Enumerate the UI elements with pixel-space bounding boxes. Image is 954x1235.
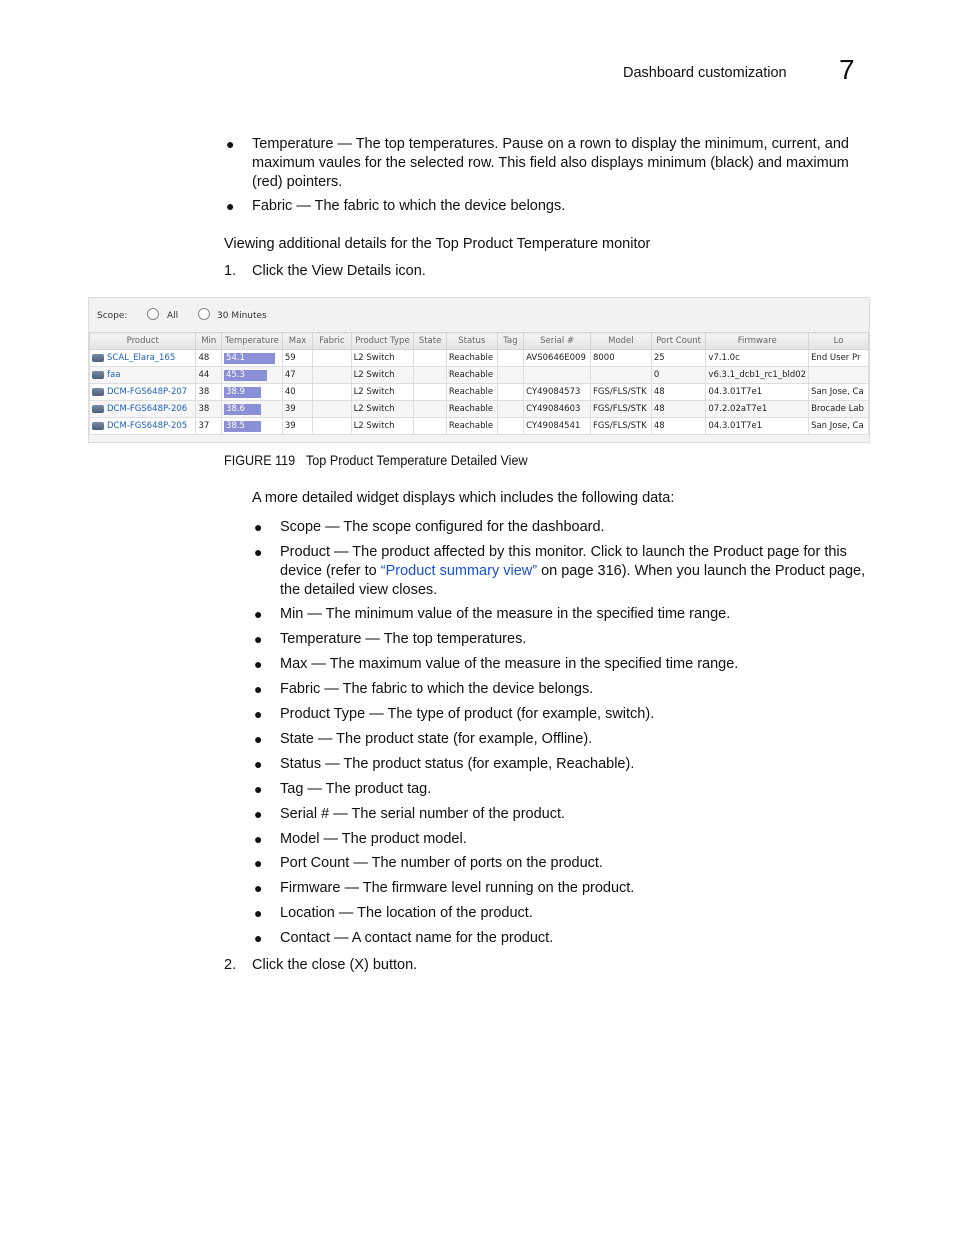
table-row[interactable] xyxy=(90,401,869,418)
switch-icon xyxy=(92,422,104,430)
bullet-dot: ● xyxy=(254,631,263,647)
state-cell xyxy=(414,384,447,401)
bullet-fabric xyxy=(226,197,872,216)
table-header-row xyxy=(90,333,869,350)
location-cell: End User Pr xyxy=(809,350,869,367)
product-link[interactable]: SCAL_Elara_165 xyxy=(107,353,176,363)
step-2 xyxy=(224,957,418,973)
detail-bullet xyxy=(254,879,870,898)
product-link[interactable]: DCM-FGS648P-205 xyxy=(107,421,188,431)
fabric-cell xyxy=(313,418,351,435)
firmware-cell: v7.1.0c xyxy=(706,350,809,367)
type-cell: L2 Switch xyxy=(351,418,414,435)
product-link[interactable]: DCM-FGS648P-207 xyxy=(107,387,188,397)
bullet-desc: — The type of product (for example, switch). xyxy=(365,706,655,722)
step-1 xyxy=(224,263,426,279)
model-cell xyxy=(590,367,651,384)
col-product-type[interactable]: Product Type xyxy=(351,333,414,350)
table-row[interactable] xyxy=(90,350,869,367)
bullet-desc: — The product model. xyxy=(319,831,467,847)
tag-cell xyxy=(497,418,523,435)
min-cell: 38 xyxy=(196,401,222,418)
temp-cell xyxy=(222,401,283,418)
step-text-post: icon. xyxy=(391,263,426,279)
switch-icon xyxy=(92,388,104,396)
bullet-term: Scope xyxy=(280,519,322,535)
model-cell: FGS/FLS/STK xyxy=(590,384,651,401)
model-cell: 8000 xyxy=(590,350,651,367)
temperature-bar: 54.1 xyxy=(224,353,275,364)
bullet-desc: — The scope configured for the dashboard. xyxy=(321,519,605,535)
location-cell: Brocade Lab xyxy=(809,401,869,418)
temperature-table xyxy=(89,332,869,435)
detail-bullet xyxy=(254,755,870,774)
fabric-cell xyxy=(313,384,351,401)
fabric-cell xyxy=(313,367,351,384)
ports-cell: 48 xyxy=(651,418,706,435)
bullet-term: Temperature xyxy=(280,631,362,647)
max-cell: 59 xyxy=(282,350,312,367)
bullet-term: Product Type xyxy=(280,706,366,722)
product-link[interactable]: DCM-FGS648P-206 xyxy=(107,404,188,414)
bullet-dot: ● xyxy=(254,880,263,896)
switch-icon xyxy=(92,405,104,413)
status-cell: Reachable xyxy=(446,401,497,418)
temperature-bar: 38.9 xyxy=(224,387,261,398)
status-cell: Reachable xyxy=(446,350,497,367)
min-cell: 44 xyxy=(196,367,222,384)
bullet-desc: — The minimum value of the measure in the specified time range. xyxy=(303,606,731,622)
bullet-dot: ● xyxy=(226,136,235,152)
bullet-desc: — The product affected by this monitor. Click to launch the Product page for this device (refer to xyxy=(280,544,847,579)
temp-cell xyxy=(222,367,283,384)
serial-cell: CY49084541 xyxy=(524,418,591,435)
col-temperature[interactable]: Temperature xyxy=(222,333,283,350)
max-cell: 40 xyxy=(282,384,312,401)
bullet-term: Min xyxy=(280,606,304,622)
bullet-desc: A contact name for the product. xyxy=(348,930,554,946)
bullet-term: Tag xyxy=(280,781,304,797)
bullet-desc: The firmware level running on the product. xyxy=(358,880,635,896)
fabric-cell xyxy=(313,350,351,367)
scope-all[interactable]: All xyxy=(167,311,179,321)
temperature-bar: 45.3 xyxy=(224,370,267,381)
figure-number: FIGURE 119 xyxy=(224,452,296,468)
col-serial[interactable]: Serial # xyxy=(524,333,591,350)
col-model[interactable]: Model xyxy=(590,333,651,350)
bullet-term: Port Count — xyxy=(280,855,368,871)
chapter-number: 7 xyxy=(839,54,855,85)
product-cell[interactable] xyxy=(90,367,196,384)
type-cell: L2 Switch xyxy=(351,367,414,384)
temperature-bar: 38.5 xyxy=(224,421,261,432)
bullet-dot: ● xyxy=(254,544,263,560)
firmware-cell: 04.3.01T7e1 xyxy=(706,418,809,435)
location-cell xyxy=(809,367,869,384)
product-cell[interactable] xyxy=(90,418,196,435)
state-cell xyxy=(414,418,447,435)
col-min[interactable]: Min xyxy=(196,333,222,350)
temp-cell xyxy=(222,384,283,401)
bullet-dot: ● xyxy=(254,855,263,871)
state-cell xyxy=(414,401,447,418)
ports-cell: 48 xyxy=(651,384,706,401)
detail-bullet xyxy=(254,830,870,849)
product-cell[interactable] xyxy=(90,384,196,401)
bullet-desc: — The product status (for example, Reachable). xyxy=(321,756,635,772)
ports-cell: 0 xyxy=(651,367,706,384)
bullet-dot: ● xyxy=(226,198,235,214)
tag-cell xyxy=(497,401,523,418)
model-cell: FGS/FLS/STK xyxy=(590,418,651,435)
bullet-term: Location xyxy=(280,905,335,921)
section-title: Viewing additional details for the Top Product Temperature monitor xyxy=(224,236,651,252)
running-header-title: Dashboard customization xyxy=(623,65,787,81)
bullet-term: Contact — xyxy=(280,930,349,946)
scope-all-icon[interactable] xyxy=(147,308,159,320)
switch-icon xyxy=(92,354,104,362)
bullet-desc: on page 316). When you launch the Product page, the detailed view closes. xyxy=(280,563,866,598)
bullet-term: Model xyxy=(280,831,320,847)
detail-bullet xyxy=(254,605,870,624)
temperature-bar: 38.6 xyxy=(224,404,261,415)
table-row[interactable] xyxy=(90,384,869,401)
max-cell: 39 xyxy=(282,418,312,435)
status-cell: Reachable xyxy=(446,418,497,435)
col-status[interactable]: Status xyxy=(446,333,497,350)
model-cell: FGS/FLS/STK xyxy=(590,401,651,418)
step-number: 1. xyxy=(224,263,237,279)
switch-icon xyxy=(92,371,104,379)
figure-title: Top Product Temperature Detailed View xyxy=(305,452,528,468)
col-max[interactable]: Max xyxy=(282,333,312,350)
max-cell: 39 xyxy=(282,401,312,418)
type-cell: L2 Switch xyxy=(351,401,414,418)
bullet-desc: The serial number of the product. xyxy=(347,806,566,822)
location-cell: San Jose, Ca xyxy=(809,418,869,435)
tag-cell xyxy=(497,384,523,401)
bullet-dot: ● xyxy=(254,606,263,622)
bullet-dot: ● xyxy=(254,781,263,797)
bullet-dot: ● xyxy=(254,905,263,921)
bullet-desc: — The location of the product. xyxy=(334,905,533,921)
detail-bullet xyxy=(254,630,870,649)
detail-bullet xyxy=(254,730,870,749)
state-cell xyxy=(414,350,447,367)
table-row[interactable] xyxy=(90,418,869,435)
bullet-desc: — The top temperatures. xyxy=(361,631,527,647)
detail-bullet xyxy=(254,680,870,699)
bullet-desc: — The product state (for example, Offline). xyxy=(313,731,593,747)
scope-toolbar xyxy=(89,298,869,332)
bullet-dot: ● xyxy=(254,656,263,672)
detail-bullet xyxy=(254,705,870,724)
bullet-term: Temperature xyxy=(252,136,334,152)
bullet-term: Fabric xyxy=(280,681,321,697)
detail-bullet xyxy=(254,655,870,674)
detail-bullet xyxy=(254,543,870,600)
firmware-cell: 07.2.02aT7e1 xyxy=(706,401,809,418)
location-cell: San Jose, Ca xyxy=(809,384,869,401)
bullet-desc: — The fabric to which the device belongs. xyxy=(320,681,594,697)
scope-label: Scope: xyxy=(97,311,128,321)
col-firmware[interactable]: Firmware xyxy=(706,333,809,350)
tag-cell xyxy=(497,350,523,367)
detail-intro: A more detailed widget displays which includes the following data: xyxy=(252,490,675,506)
detail-bullet xyxy=(254,904,870,923)
product-link[interactable]: faa xyxy=(107,370,121,380)
bullet-dot: ● xyxy=(254,681,263,697)
bullet-dot: ● xyxy=(254,706,263,722)
bullet-term: Status xyxy=(280,756,322,772)
firmware-cell: v6.3.1_dcb1_rc1_bld02 xyxy=(706,367,809,384)
detail-bullet xyxy=(254,805,870,824)
bullet-term: Serial # — xyxy=(280,806,348,822)
step-text: Click the close (X) button. xyxy=(252,957,418,973)
figure-caption xyxy=(224,452,528,468)
table-row[interactable] xyxy=(90,367,869,384)
detail-bullet xyxy=(254,929,870,948)
min-cell: 38 xyxy=(196,384,222,401)
product-cell[interactable] xyxy=(90,350,196,367)
ports-cell: 25 xyxy=(651,350,706,367)
bullet-desc: — The product tag. xyxy=(303,781,432,797)
bullet-dot: ● xyxy=(254,831,263,847)
bullet-desc: — The top temperatures. Pause on a rown to display the minimum, current, and maximum vaules for the selected row. This field also displays minimum (black) and maximum (red) pointers. xyxy=(252,136,849,190)
serial-cell xyxy=(524,367,591,384)
detail-bullet xyxy=(254,518,870,537)
bullet-term: Product xyxy=(280,544,330,560)
fabric-cell xyxy=(313,401,351,418)
bullet-desc: — The maximum value of the measure in the specified time range. xyxy=(307,656,739,672)
widget-screenshot xyxy=(88,297,870,443)
type-cell: L2 Switch xyxy=(351,384,414,401)
bullet-dot: ● xyxy=(254,930,263,946)
status-cell: Reachable xyxy=(446,367,497,384)
step-bold: View Details xyxy=(311,263,392,279)
col-state[interactable]: State xyxy=(414,333,447,350)
bullet-dot: ● xyxy=(254,756,263,772)
product-summary-link[interactable]: “Product summary view” xyxy=(380,563,538,579)
step-text-pre: Click the xyxy=(252,263,312,279)
col-fabric[interactable]: Fabric xyxy=(313,333,351,350)
product-cell[interactable] xyxy=(90,401,196,418)
max-cell: 47 xyxy=(282,367,312,384)
ports-cell: 48 xyxy=(651,401,706,418)
serial-cell: CY49084573 xyxy=(524,384,591,401)
bullet-term: State xyxy=(280,731,314,747)
min-cell: 48 xyxy=(196,350,222,367)
col-location[interactable]: Lo xyxy=(809,333,869,350)
firmware-cell: 04.3.01T7e1 xyxy=(706,384,809,401)
col-product[interactable]: Product xyxy=(90,333,196,350)
bullet-desc: — The fabric to which the device belongs. xyxy=(292,198,566,214)
temp-cell xyxy=(222,350,283,367)
bullet-temperature xyxy=(226,135,872,192)
status-cell: Reachable xyxy=(446,384,497,401)
serial-cell: CY49084603 xyxy=(524,401,591,418)
state-cell xyxy=(414,367,447,384)
type-cell: L2 Switch xyxy=(351,350,414,367)
bullet-dot: ● xyxy=(254,519,263,535)
col-tag[interactable]: Tag xyxy=(497,333,523,350)
clock-icon[interactable] xyxy=(198,308,210,320)
temp-cell xyxy=(222,418,283,435)
bullet-desc: The number of ports on the product. xyxy=(367,855,603,871)
tag-cell xyxy=(497,367,523,384)
step-number: 2. xyxy=(224,957,237,973)
min-cell: 37 xyxy=(196,418,222,435)
detail-bullet xyxy=(254,854,870,873)
scope-time[interactable]: 30 Minutes xyxy=(217,311,267,321)
detail-bullet xyxy=(254,780,870,799)
bullet-term: Fabric xyxy=(252,198,293,214)
bullet-dot: ● xyxy=(254,806,263,822)
bullet-dot: ● xyxy=(254,731,263,747)
bullet-term: Max xyxy=(280,656,308,672)
bullet-term: Firmware — xyxy=(280,880,359,896)
col-port-count[interactable]: Port Count xyxy=(651,333,706,350)
serial-cell: AVS0646E009 xyxy=(524,350,591,367)
